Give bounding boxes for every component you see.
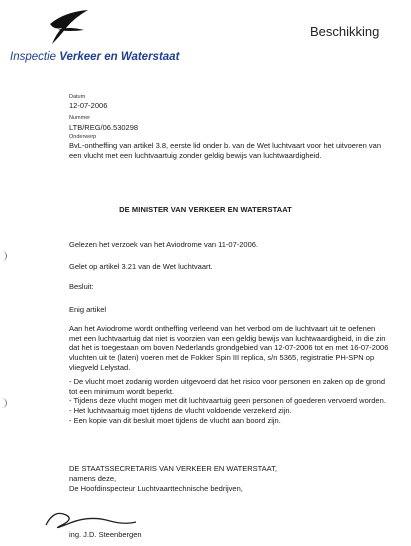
condition-item: - Tijdens deze vlucht mogen met dit luchtvaartuig geen personen of goederen vervoerd worden. [69, 396, 386, 406]
subject-label: Onderwerp [69, 134, 97, 140]
margin-mark [2, 398, 7, 408]
signoff-title: DE STAATSSECRETARIS VAN VERKEER EN WATERSTAAT, [69, 464, 277, 473]
number-label: Nummer [69, 115, 91, 121]
subject-value: BvL-ontheffing van artikel 3.8, eerste lid onder b. van de Wet luchtvaart voor het uitvoeren van een vlucht met een luchtvaartuig zonder geldig bewijs van luchtwaardigheid. [69, 141, 381, 160]
gelezen-line: Gelezen het verzoek van het Aviodrome van 11-07-2006. [69, 240, 259, 249]
enig-artikel-line: Enig artikel [69, 305, 107, 314]
document-type: Beschikking [310, 24, 380, 39]
number-value: LTB/REG/06.530298 [69, 123, 139, 132]
besluit-line: Besluit: [69, 282, 94, 291]
date-value: 12-07-2006 [69, 101, 108, 110]
org-name-suffix: Verkeer en Waterstaat [56, 51, 180, 63]
signer-name: ing. J.D. Steenbergen [69, 530, 142, 539]
condition-item: - De vlucht moet zodanig worden uitgevoerd dat het risico voor personen en zaken op de grond tot een minimum wordt beperkt. [69, 377, 386, 396]
condition-item: - Een kopie van dit besluit moet tijdens de vlucht aan boord zijn. [69, 415, 281, 425]
gelet-line: Gelet op artikel 3.21 van de Wet luchtvaart. [69, 262, 213, 271]
signoff-namens: namens deze, [69, 474, 117, 483]
org-name-prefix: Inspectie [10, 51, 57, 63]
main-paragraph: Aan het Aviodrome wordt ontheffing verleend van het verbod om de luchtvaart uit te oefenen met een luchtvaartuig dat niet is voorzien van een geldig bewijs van luchtwaardigheid, in die zin dat het is toegestaan om boven Nederlands grondgebied van 12-07-2006 tot en met 16-07-2006 vluchten uit te (laten) voeren met de Fokker Spin III replica, s/n 5365, registratie PH-SPN op vliegveld Lelystad. [69, 324, 389, 372]
condition-item: - Het luchtvaartuig moet tijdens de vlucht voldoende verzekerd zijn. [69, 406, 292, 416]
decree-heading: DE MINISTER VAN VERKEER EN WATERSTAAT [119, 205, 292, 214]
organization-name [10, 51, 179, 63]
conditions-list [69, 377, 391, 426]
date-label: Datum [69, 94, 86, 100]
signoff-function: De Hoofdinspecteur Luchtvaarttechnische bedrijven, [69, 484, 243, 493]
ministry-logo-icon [44, 6, 92, 48]
margin-mark [2, 251, 7, 261]
